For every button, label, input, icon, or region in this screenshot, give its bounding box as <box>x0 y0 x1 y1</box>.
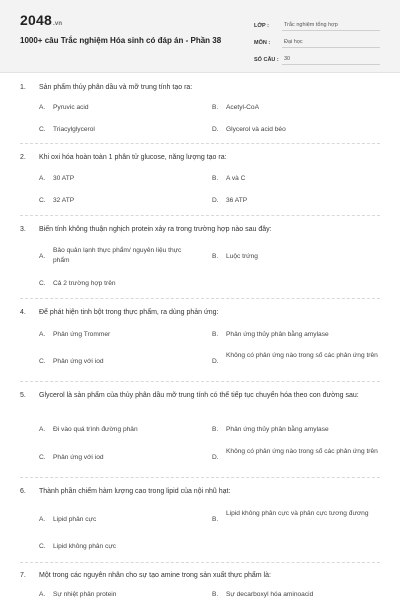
option-letter: D. <box>212 454 219 461</box>
divider <box>20 143 380 144</box>
option-text: 36 ATP <box>226 197 248 204</box>
option-letter: D. <box>212 126 219 133</box>
option-letter: A. <box>39 516 46 523</box>
option-letter: B. <box>212 591 219 598</box>
meta-value: Đại học <box>282 39 380 48</box>
question-text: Khi oxi hóa hoàn toàn 1 phân tử glucose, năng lượng tạo ra: <box>39 154 227 161</box>
option-text: Phản ứng với iod <box>53 454 104 461</box>
option-letter: B. <box>212 426 219 433</box>
option-letter: C. <box>39 197 46 204</box>
option-letter: A. <box>39 331 46 338</box>
option-text: Sự decarboxyl hóa aminoacid <box>226 591 314 598</box>
option-text: Acetyl-CoA <box>226 104 259 111</box>
option-text: 30 ATP <box>53 175 75 182</box>
question-text: Để phát hiện tinh bột trong thực phẩm, ra dùng phản ứng: <box>39 309 219 316</box>
option-text: Glycerol và acid béo <box>226 126 286 133</box>
divider <box>20 215 380 216</box>
question-number: 4. <box>20 309 26 316</box>
question-number: 6. <box>20 488 26 495</box>
option-letter: A. <box>39 426 46 433</box>
question-number: 7. <box>20 572 26 579</box>
meta-value: 30 <box>282 56 380 65</box>
option-letter: A. <box>39 104 46 111</box>
meta-row-subject <box>254 31 380 48</box>
option-text: Đi vào quá trình đường phân <box>53 426 138 433</box>
meta-key: LỚP : <box>254 23 269 29</box>
option-text: Lipid không phân cực và phân cực tương đương <box>226 510 369 517</box>
option-letter: A. <box>39 175 46 182</box>
question-text: Biến tính không thuận nghịch protein xảy ra trong trường hợp nào sau đây: <box>39 226 272 233</box>
option-letter: B. <box>212 253 219 260</box>
option-text: Không có phản ứng nào trong số các phản ứng trên <box>226 448 378 455</box>
meta-key: SỐ CÂU : <box>254 57 279 63</box>
option-text: Phản ứng thủy phân bằng amylase <box>226 426 329 433</box>
option-letter: A. <box>39 591 46 598</box>
meta-row-class <box>254 14 380 31</box>
site-logo[interactable] <box>20 12 62 28</box>
meta-key: MÔN : <box>254 40 271 46</box>
option-text: Luộc trứng <box>226 253 258 260</box>
divider <box>20 298 380 299</box>
option-letter: D. <box>212 197 219 204</box>
divider <box>20 381 380 382</box>
option-text: Bảo quản lạnh thực phẩm/ nguyên liệu thực phẩm <box>53 247 182 264</box>
question-text: Glycerol là sản phẩm của thủy phân dầu mỡ trung tính có thể tiếp tục chuyển hóa theo con đường sau: <box>39 392 359 399</box>
question-text: Thành phần chiếm hàm lượng cao trong lipid của nội nhũ hạt: <box>39 488 231 495</box>
question-text: Một trong các nguyên nhân cho sự tạo amine trong sản xuất thực phẩm là: <box>39 572 271 579</box>
question-number: 3. <box>20 226 26 233</box>
option-text: Phản ứng Trommer <box>53 331 111 338</box>
option-text: Lipid phân cực <box>53 516 97 523</box>
question-number: 5. <box>20 392 26 399</box>
option-text: Lipid không phân cực <box>53 543 117 550</box>
page-header <box>0 0 400 73</box>
question-number: 2. <box>20 154 26 161</box>
option-letter: B. <box>212 104 219 111</box>
option-text: Pyruvic acid <box>53 104 89 111</box>
divider <box>20 562 380 563</box>
question-text: Sản phẩm thủy phân dầu và mỡ trung tính tạo ra: <box>39 84 193 91</box>
option-text: Phản ứng với iod <box>53 358 104 365</box>
logo-text: 2048 <box>20 12 52 28</box>
divider <box>20 477 380 478</box>
option-letter: C. <box>39 358 46 365</box>
option-letter: D. <box>212 358 219 365</box>
document-meta <box>254 14 380 65</box>
logo-suffix: .vn <box>52 21 63 27</box>
option-text: A và C <box>226 175 246 182</box>
option-text: Không có phản ứng nào trong số các phản ứng trên <box>226 352 378 359</box>
document-title: 1000+ câu Trắc nghiệm Hóa sinh có đáp án - Phần 38 <box>20 36 222 45</box>
option-letter: C. <box>39 126 46 133</box>
option-letter: A. <box>39 253 46 260</box>
meta-row-count <box>254 48 380 65</box>
option-letter: C. <box>39 543 46 550</box>
option-text: Cả 2 trường hợp trên <box>53 280 116 287</box>
option-letter: B. <box>212 516 219 523</box>
question-number: 1. <box>20 84 26 91</box>
meta-value: Trắc nghiệm tổng hợp <box>282 22 380 31</box>
option-text: 32 ATP <box>53 197 75 204</box>
option-text: Sự nhiệt phân protein <box>53 591 117 598</box>
option-letter: B. <box>212 175 219 182</box>
option-text: Phản ứng thủy phân bằng amylase <box>226 331 329 338</box>
option-letter: C. <box>39 454 46 461</box>
option-letter: C. <box>39 280 46 287</box>
option-text: Triacylglycerol <box>53 126 95 133</box>
option-letter: B. <box>212 331 219 338</box>
